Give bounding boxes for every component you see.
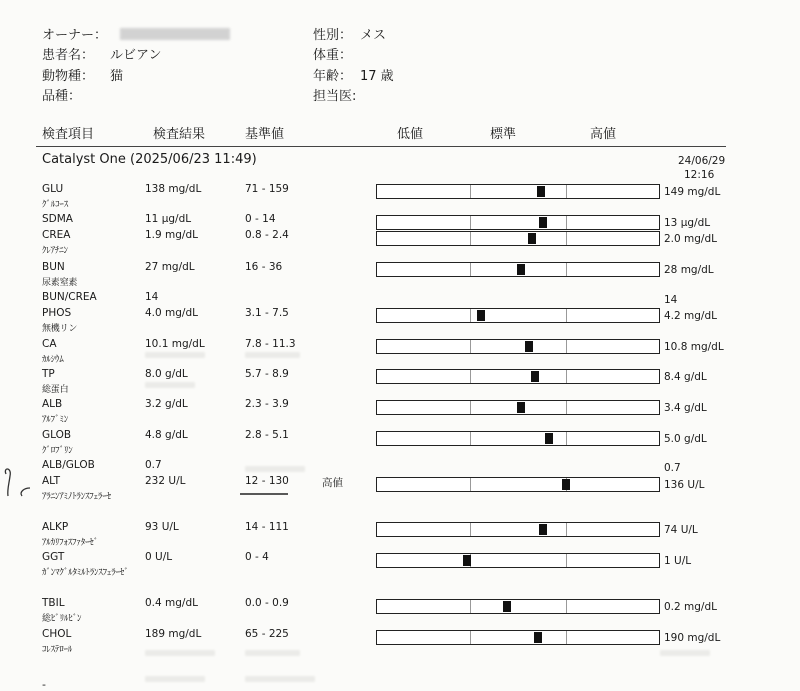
analyzer-title: Catalyst One (2025/06/23 11:49) [42, 152, 257, 167]
result-marker [539, 217, 547, 228]
patient-label: 患者名： [42, 48, 95, 63]
range-divider-high [566, 185, 567, 198]
test-result: 4.8 g/dL [145, 429, 188, 441]
test-name-jp: 尿素窒素 [42, 278, 78, 288]
test-result: 14 [145, 291, 159, 303]
result-marker [537, 186, 545, 197]
test-code: SDMA [42, 213, 73, 225]
range-bar [376, 553, 660, 568]
species-label: 動物種： [42, 69, 95, 84]
range-bar [376, 308, 660, 323]
test-code: PHOS [42, 307, 72, 319]
reference-range: 2.3 - 3.9 [245, 398, 289, 410]
test-name-jp: 総蛋白 [42, 385, 69, 395]
reference-range: 5.7 - 8.9 [245, 368, 289, 380]
test-result: 4.0 mg/dL [145, 307, 198, 319]
range-bar [376, 369, 660, 384]
range-bar [376, 262, 660, 277]
result-marker [534, 632, 542, 643]
test-name-jp: 総ﾋﾞﾘﾙﾋﾞﾝ [42, 614, 82, 624]
test-code: ALB [42, 398, 63, 410]
weight-label: 体重： [313, 48, 353, 63]
previous-result: 0.7 [664, 462, 681, 474]
test-result: 11 µg/dL [145, 213, 192, 225]
col-low: 低値 [397, 127, 424, 142]
reference-range: 2.8 - 5.1 [245, 429, 289, 441]
test-code: TP [42, 368, 55, 380]
range-divider-high [566, 401, 567, 414]
prev-date: 24/06/29 [678, 155, 726, 167]
reference-range: 0.8 - 2.4 [245, 229, 289, 241]
test-code: CHOL [42, 628, 72, 640]
age-value: 17 歳 [360, 69, 394, 84]
age-label: 年齢： [313, 69, 353, 84]
test-result: 27 mg/dL [145, 261, 195, 273]
reference-range: 65 - 225 [245, 628, 289, 640]
result-marker [562, 479, 570, 490]
reference-range: 0 - 4 [245, 551, 269, 563]
test-code: BUN/CREA [42, 291, 97, 303]
previous-result: 4.2 mg/dL [664, 310, 717, 322]
test-name-jp: ｱﾙｶﾘﾌｫｽﾌｧﾀｰｾﾞ [42, 538, 99, 548]
range-bar [376, 599, 660, 614]
previous-result: 149 mg/dL [664, 186, 721, 198]
test-name-jp: ｺﾚｽﾃﾛｰﾙ [42, 645, 73, 655]
test-result: 0.7 [145, 459, 162, 471]
owner-name-redacted [120, 28, 230, 40]
test-result: 3.2 g/dL [145, 398, 188, 410]
range-bar [376, 215, 660, 230]
range-divider-low [470, 523, 471, 536]
test-code: GLU [42, 183, 64, 195]
test-result: 8.0 g/dL [145, 368, 188, 380]
previous-result: 1 U/L [664, 555, 692, 567]
patient-name: ルビアン [110, 48, 162, 63]
previous-result: 0.2 mg/dL [664, 601, 717, 613]
range-bar [376, 431, 660, 446]
result-marker [531, 371, 539, 382]
col-reference: 基準値 [245, 127, 285, 142]
header-rule [36, 146, 726, 147]
breed-label: 品種： [42, 89, 82, 104]
test-name-jp: ｸﾚｱﾁﾆﾝ [42, 246, 68, 256]
test-result: 10.1 mg/dL [145, 338, 205, 350]
previous-result: 74 U/L [664, 524, 698, 536]
test-code: GGT [42, 551, 65, 563]
test-code: ALT [42, 475, 61, 487]
range-divider-high [566, 432, 567, 445]
range-bar [376, 400, 660, 415]
test-result: 189 mg/dL [145, 628, 202, 640]
range-divider-high [566, 370, 567, 383]
result-marker [517, 402, 525, 413]
range-divider-low [470, 631, 471, 644]
range-divider-low [470, 232, 471, 245]
range-divider-high [566, 232, 567, 245]
reference-range: 0 - 14 [245, 213, 276, 225]
range-bar [376, 184, 660, 199]
reference-range: 14 - 111 [245, 521, 289, 533]
previous-result: 10.8 mg/dL [664, 341, 724, 353]
previous-result: 2.0 mg/dL [664, 233, 717, 245]
range-divider-low [470, 600, 471, 613]
range-divider-high [566, 263, 567, 276]
handwritten-mark [0, 462, 60, 512]
test-code: TBIL [42, 597, 65, 609]
vet-label: 担当医: [313, 89, 357, 104]
previous-result: 14 [664, 294, 678, 306]
range-bar [376, 339, 660, 354]
range-bar [376, 630, 660, 645]
sex-value: メス [360, 28, 387, 43]
test-result: 0.4 mg/dL [145, 597, 198, 609]
range-bar [376, 231, 660, 246]
owner-label: オーナー： [42, 28, 108, 43]
previous-result: 8.4 g/dL [664, 371, 707, 383]
result-marker [528, 233, 536, 244]
previous-result: 136 U/L [664, 479, 705, 491]
test-code: ALKP [42, 521, 69, 533]
test-code: BUN [42, 261, 65, 273]
result-marker [517, 264, 525, 275]
reference-range: 0.0 - 0.9 [245, 597, 289, 609]
col-normal: 標準 [490, 127, 517, 142]
range-divider-high [566, 554, 567, 567]
range-divider-high [566, 340, 567, 353]
handwritten-underline [236, 490, 296, 498]
test-result: 93 U/L [145, 521, 179, 533]
reference-range: 3.1 - 7.5 [245, 307, 289, 319]
range-divider-high [566, 631, 567, 644]
reference-range: 16 - 36 [245, 261, 283, 273]
test-code: CREA [42, 229, 71, 241]
range-bar [376, 522, 660, 537]
result-marker [525, 341, 533, 352]
test-name-jp: ｶﾞﾝﾏｸﾞﾙﾀﾐﾙﾄﾗﾝｽﾌｪﾗｰｾﾞ [42, 568, 129, 578]
range-divider-low [470, 432, 471, 445]
test-name-jp: 無機リン [42, 324, 78, 334]
test-code: CA [42, 338, 57, 350]
range-divider-low [470, 340, 471, 353]
test-result: 138 mg/dL [145, 183, 202, 195]
range-divider-high [566, 309, 567, 322]
range-divider-low [470, 185, 471, 198]
col-result: 検査結果 [153, 127, 206, 142]
species-value: 猫 [110, 69, 124, 84]
previous-result: 28 mg/dL [664, 264, 714, 276]
range-divider-low [470, 263, 471, 276]
test-name-jp: ｶﾙｼｳﾑ [42, 355, 64, 365]
reference-range: 7.8 - 11.3 [245, 338, 296, 350]
test-result: 0 U/L [145, 551, 173, 563]
reference-range: 71 - 159 [245, 183, 289, 195]
result-marker [539, 524, 547, 535]
range-divider-low [470, 478, 471, 491]
col-item: 検査項目 [42, 127, 95, 142]
result-marker [463, 555, 471, 566]
range-divider-low [470, 216, 471, 229]
test-name-jp: ｱﾗﾆﾝｱﾐﾉﾄﾗﾝｽﾌｪﾗｰｾ [42, 492, 111, 502]
col-high: 高値 [590, 127, 617, 142]
high-flag: 高値 [322, 477, 343, 489]
test-result: 1.9 mg/dL [145, 229, 198, 241]
result-marker [503, 601, 511, 612]
test-name-jp: ｸﾞﾛﾌﾞﾘﾝ [42, 446, 73, 456]
test-result: 232 U/L [145, 475, 186, 487]
previous-result: 3.4 g/dL [664, 402, 707, 414]
test-code: GLOB [42, 429, 72, 441]
range-divider-low [470, 370, 471, 383]
result-marker [477, 310, 485, 321]
previous-result: 5.0 g/dL [664, 433, 707, 445]
result-marker [545, 433, 553, 444]
range-bar [376, 477, 660, 492]
previous-result: 190 mg/dL [664, 632, 721, 644]
sex-label: 性別： [313, 28, 353, 43]
reference-range: 12 - 130 [245, 475, 289, 487]
range-divider-high [566, 523, 567, 536]
prev-time: 12:16 [684, 169, 715, 181]
test-name-jp: ｱﾙﾌﾞﾐﾝ [42, 415, 69, 425]
range-divider-high [566, 216, 567, 229]
previous-result: 13 µg/dL [664, 217, 711, 229]
range-divider-high [566, 600, 567, 613]
range-divider-low [470, 309, 471, 322]
test-code: ALB/GLOB [42, 459, 95, 471]
test-name-jp: ｸﾞﾙｺｰｽ [42, 200, 69, 210]
range-divider-low [470, 401, 471, 414]
